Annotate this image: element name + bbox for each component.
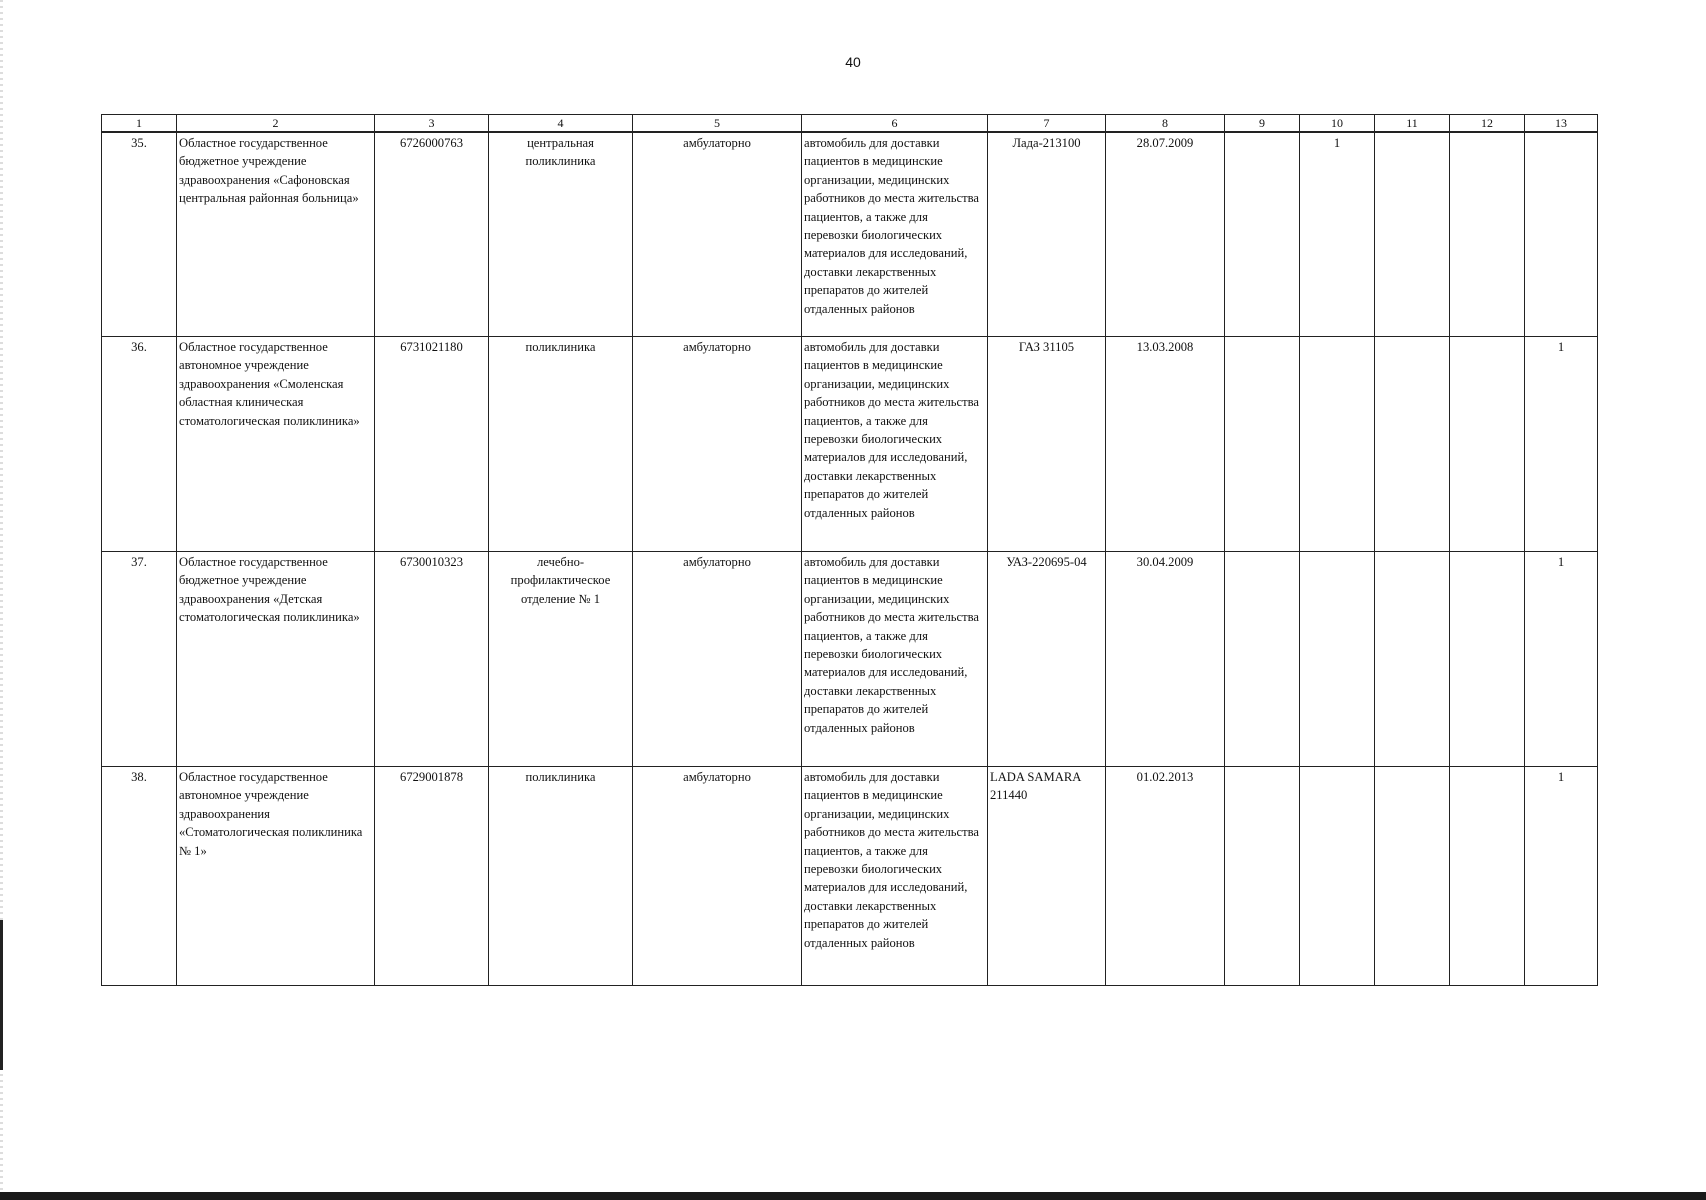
vehicle-model: ГАЗ 31105: [988, 337, 1106, 552]
col-header-13: 13: [1525, 115, 1598, 133]
care-condition: амбулаторно: [633, 552, 802, 767]
inn-code: 6726000763: [375, 132, 489, 337]
vehicle-model: Лада-213100: [988, 132, 1106, 337]
row-number: 35.: [102, 132, 177, 337]
care-condition: амбулаторно: [633, 337, 802, 552]
col-10-value: 1: [1300, 132, 1375, 337]
organization-name: Областное государственное бюджетное учреждение здравоохранения «Сафоновская центральная районная больница»: [177, 132, 375, 337]
col-header-1: 1: [102, 115, 177, 133]
unit-name: лечебно-профилактическое отделение № 1: [489, 552, 633, 767]
care-condition: амбулаторно: [633, 767, 802, 986]
col-9-value: [1225, 767, 1300, 986]
col-11-value: [1375, 337, 1450, 552]
vehicle-model: LADA SAMARA 211440: [988, 767, 1106, 986]
col-13-value: 1: [1525, 337, 1598, 552]
scan-bottom-edge: [0, 1192, 1706, 1200]
table-row: [102, 132, 1598, 337]
col-12-value: [1450, 132, 1525, 337]
unit-name: центральная поликлиника: [489, 132, 633, 337]
col-9-value: [1225, 552, 1300, 767]
table-row: [102, 337, 1598, 552]
col-10-value: [1300, 552, 1375, 767]
vehicle-model: УАЗ-220695-04: [988, 552, 1106, 767]
col-11-value: [1375, 132, 1450, 337]
inn-code: 6731021180: [375, 337, 489, 552]
col-header-8: 8: [1106, 115, 1225, 133]
col-13-value: 1: [1525, 767, 1598, 986]
col-header-6: 6: [802, 115, 988, 133]
inn-code: 6729001878: [375, 767, 489, 986]
vehicle-purpose: автомобиль для доставки пациентов в медицинские организации, медицинских работников до места жительства пациентов, а также для перевозки биологических материалов для исследований, доставки лекарственных препаратов до жителей отдаленных районов: [802, 337, 988, 552]
organization-name: Областное государственное автономное учреждение здравоохранения «Смоленская областная клиническая стоматологическая поликлиника»: [177, 337, 375, 552]
col-header-9: 9: [1225, 115, 1300, 133]
col-header-11: 11: [1375, 115, 1450, 133]
col-header-4: 4: [489, 115, 633, 133]
organization-name: Областное государственное автономное учреждение здравоохранения «Стоматологическая поликлиника № 1»: [177, 767, 375, 986]
col-12-value: [1450, 552, 1525, 767]
scan-bar-left: [0, 920, 3, 1070]
vehicle-date: 01.02.2013: [1106, 767, 1225, 986]
table-row: [102, 767, 1598, 986]
row-number: 36.: [102, 337, 177, 552]
care-condition: амбулаторно: [633, 132, 802, 337]
col-header-5: 5: [633, 115, 802, 133]
col-header-10: 10: [1300, 115, 1375, 133]
page-number: 40: [845, 54, 861, 70]
col-10-value: [1300, 337, 1375, 552]
unit-name: поликлиника: [489, 337, 633, 552]
vehicle-purpose: автомобиль для доставки пациентов в медицинские организации, медицинских работников до места жительства пациентов, а также для перевозки биологических материалов для исследований, доставки лекарственных препаратов до жителей отдаленных районов: [802, 767, 988, 986]
vehicle-date: 13.03.2008: [1106, 337, 1225, 552]
col-header-2: 2: [177, 115, 375, 133]
inn-code: 6730010323: [375, 552, 489, 767]
col-header-12: 12: [1450, 115, 1525, 133]
col-13-value: 1: [1525, 552, 1598, 767]
row-number: 37.: [102, 552, 177, 767]
col-9-value: [1225, 132, 1300, 337]
row-number: 38.: [102, 767, 177, 986]
col-10-value: [1300, 767, 1375, 986]
vehicle-date: 30.04.2009: [1106, 552, 1225, 767]
organization-name: Областное государственное бюджетное учреждение здравоохранения «Детская стоматологическая поликлиника»: [177, 552, 375, 767]
vehicle-purpose: автомобиль для доставки пациентов в медицинские организации, медицинских работников до места жительства пациентов, а также для перевозки биологических материалов для исследований, доставки лекарственных препаратов до жителей отдаленных районов: [802, 132, 988, 337]
col-12-value: [1450, 767, 1525, 986]
vehicle-purpose: автомобиль для доставки пациентов в медицинские организации, медицинских работников до места жительства пациентов, а также для перевозки биологических материалов для исследований, доставки лекарственных препаратов до жителей отдаленных районов: [802, 552, 988, 767]
col-9-value: [1225, 337, 1300, 552]
unit-name: поликлиника: [489, 767, 633, 986]
col-header-7: 7: [988, 115, 1106, 133]
col-11-value: [1375, 552, 1450, 767]
registry-table: [101, 114, 1598, 986]
col-13-value: [1525, 132, 1598, 337]
col-12-value: [1450, 337, 1525, 552]
col-header-3: 3: [375, 115, 489, 133]
vehicle-date: 28.07.2009: [1106, 132, 1225, 337]
header-row: [102, 115, 1598, 133]
table-row: [102, 552, 1598, 767]
col-11-value: [1375, 767, 1450, 986]
